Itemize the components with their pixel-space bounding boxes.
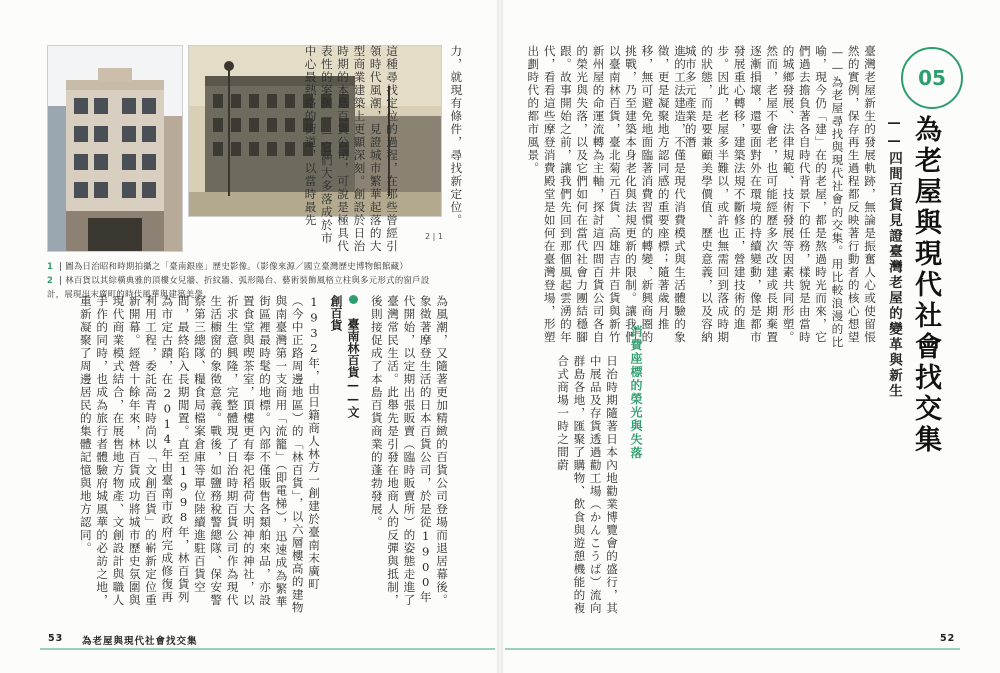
right-lower-col-3: 日治時期隨著日本內地勸業博覽會的盛行，其中展品及存貨透過勸工場（かんこうば）流向群島各地，匯聚了購物、飲食與遊憩機能的複合式商場一時之間蔚 — [556, 355, 619, 615]
store-heading-text: 臺南林百貨——文創百貨 — [329, 295, 360, 418]
photo-lin-department-store — [47, 45, 183, 252]
caption-1: 1 | 圖為日治昭和時期拍攝之「臺南銀座」歷史影像。（影像來源／國立臺灣歷史博物館館藏） — [47, 261, 408, 271]
right-footer-rule — [505, 648, 960, 650]
caption-2: 2 | 林百貨以其綜橫典雅的頂樓女兒牆、折紋牆、弧形陽台、藝術裝飾風格立柱與多元形式的窗戶設計，展現出末廣町的時代風華與建築美學。 — [47, 275, 430, 299]
section-title: 消費座標的榮光與失落 — [629, 325, 643, 460]
store-heading-lin — [328, 295, 362, 425]
chapter-subtitle — [884, 115, 904, 399]
building-illustration — [48, 46, 182, 251]
left-upper-col-b: 這種尋找定位的過程，在那些曾經引領時代風潮，見證城市繁華起落的大型商業建築上更顯深刻。創設於日治時期的本島百貨公司，可說是極具代表性的案例——它們大多落成於市中心最熱絡的街道，以當時最先 — [303, 45, 399, 253]
caption-1-number: 1 — [47, 261, 54, 271]
right-upper-col-2: 進的工法建造，不僅是現代消費模式與生活體驗的象徵，更是凝聚地方認同感的重要座標；隨著歲月推移，無可避免地面臨著消費習慣的轉變、新興商圈的挑戰，乃至建築本身老化與法規更新的限制。讓我們以臺南林百貨，臺北菊元百貨、高雄吉井百貨與新竹新州屋的命運流轉為主軸，探討這四間百貨公司各自的榮光與失落，以及它們如何在當代社會力團結穩腳跟。故事開始之前，讓我們先回到那個風起雲湧的年代，看看這些摩登消費殿堂是如何在臺灣登場，形塑出劃時代的都市風景。 — [526, 45, 687, 344]
left-upper-col-a: 力，就現有條件，尋找新定位。 — [449, 45, 464, 227]
book-gutter — [497, 0, 503, 673]
caption-2-number: 2 — [47, 275, 54, 285]
chapter-number-badge: 05 — [901, 47, 963, 109]
left-page-number: 53 — [48, 633, 64, 644]
heading-bullet-icon — [349, 295, 358, 304]
right-page-number: 52 — [940, 633, 956, 644]
caption-2-text: 林百貨以其綜橫典雅的頂樓女兒牆、折紋牆、弧形陽台、藝術裝飾風格立柱與多元形式的窗戶設計，展現出末廣町的時代風華與建築美學。 — [47, 275, 430, 299]
subtitle-dash: —— — [886, 115, 902, 151]
right-upper-col-1: 臺灣老屋新生的發展軌跡，無論是振奮人心或使留悵然的實例，保存再生過程都反映著行動者的核心想望——為老屋尋找與現代社會的交集。用比較浪漫的比喻，現今仍「建」在的老屋，都是熬過時光而來，它們過去擔負著各自時代背景下的任務，樣貌是由當時的城鄉發展、法律規範、技術發展等因素共同形塑。然而，老屋不會老，也可能經歷多次改建或長期棄置逐漸損壞，還要面對外在環境的持續變動，像是都市發展重心轉移，建築法規不斷修正，營建技術的進步。因此，老屋多半難以，或許也無需回到落成時期的狀態，而是要兼顧美學價值、歷史意義，以及容納城市多元產業的潛 — [683, 45, 877, 349]
left-footer-rule — [40, 648, 495, 650]
photo-marker: 2 | 1 — [425, 232, 443, 241]
left-lower-col-c: 為風潮，又隨著更加精緻的百貨公司登場而退居幕後。象徵著摩登生活的日本百貨公司，於是從1900年代開始，以定期出張販賣（臨時販賣所）的姿態走進了臺灣常民生活。此舉先是引發在地商人的反彈與抵制，後則接促成了本島百貨商業的蓬勃發展。 — [369, 295, 449, 607]
subtitle-text: 四間百貨見證臺灣老屋的變革與新生 — [886, 151, 902, 399]
left-lower-col-d: 1932年，由日籍商人林方一創建於臺南末廣町（今中正路周邊地區）的「林百貨」，以六層樓高的建物與南臺灣第一支商用「流籠」（即電梯），迅速成為繁華街區裡最時髦的地標。內部不僅販售各類舶來品，亦設置食堂與喫茶室，頂樓更有奉祀稻荷大明神的神社，以祈求生意興隆，完整體現了日治時期百貨公司作為現代生活櫥窗的象徵意義。戰後，如鹽務稅警總隊、保安警察第三總隊、糧食局檔案倉庫等單位陸續進駐百貨空間，最終陷入長期閒置。直至1998年，林百貨列為市定古蹟，在2014年由臺南市政府完成修復再利用工程，委託高青時尚以「文創百貨」的嶄新定位重新開幕。經營十餘年來，林百貨成功將城市歷史氛圍與現代商業模式結合，在展售地方物產、文創設計與職人手作的同時，也成為旅行者體驗府城風華的必訪之地，重新凝聚了周邊居民的集體記憶與地方認同。 — [78, 295, 321, 615]
chapter-title: 為老屋與現代社會找交集 — [910, 115, 941, 456]
caption-1-text: 圖為日治昭和時期拍攝之「臺南銀座」歷史影像。（影像來源／國立臺灣歷史博物館館藏） — [65, 261, 408, 271]
left-running-head: 為老屋與現代社會找交集 — [82, 636, 198, 647]
